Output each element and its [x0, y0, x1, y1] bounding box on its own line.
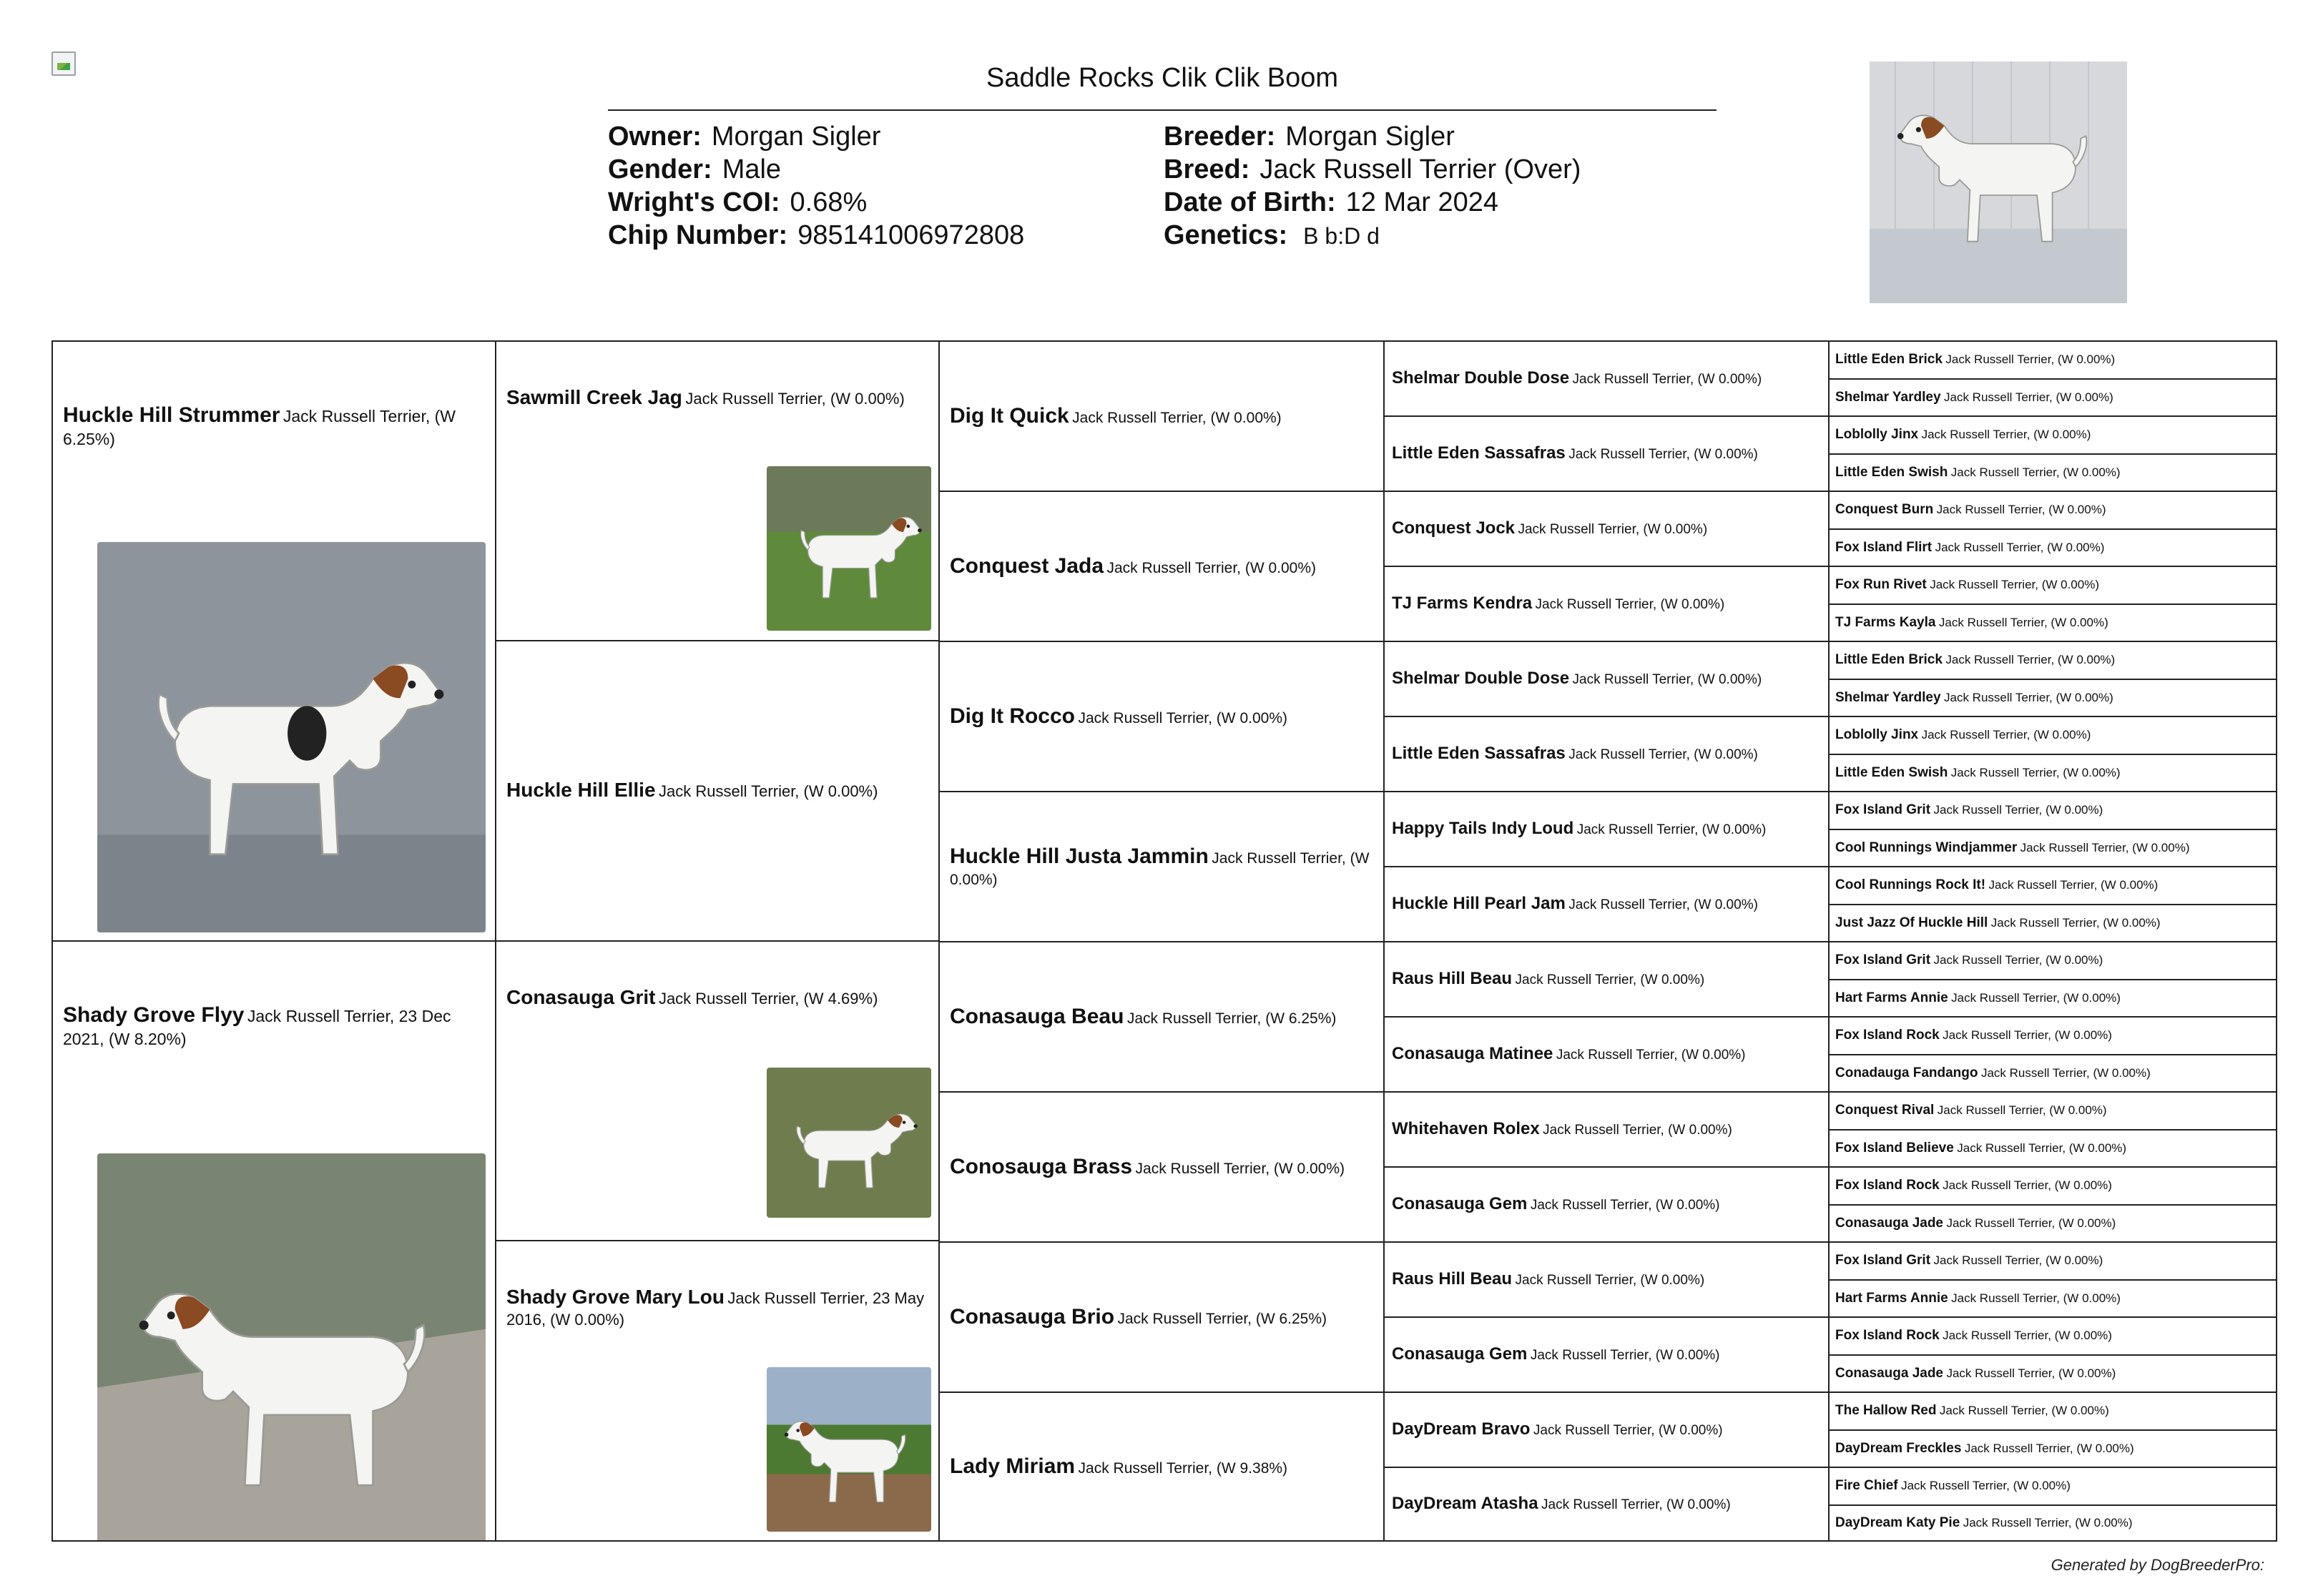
dog-name: Fox Island Believe [1835, 1140, 1954, 1156]
cell-text [1385, 1493, 1738, 1515]
dog-name: Conosauga Brass [950, 1154, 1133, 1178]
dog-name: Huckle Hill Justa Jammin [950, 844, 1209, 869]
cell-text [1830, 1290, 2126, 1307]
dog-name: Hart Farms Annie [1835, 990, 1948, 1005]
pedigree-cell[interactable] [1383, 415, 1830, 492]
pedigree-cell[interactable] [495, 640, 940, 942]
cell-text [1830, 1215, 2121, 1232]
dog-name: Conasauga Matinee [1392, 1044, 1553, 1064]
dog-name: Dig It Rocco [950, 704, 1076, 728]
cell-text [496, 942, 938, 1010]
pedigree-cell-sire[interactable] [51, 340, 496, 942]
pedigree-cell[interactable] [1828, 1279, 2277, 1319]
dog-desc: Jack Russell Terrier, (W 0.00%) [1963, 1515, 2133, 1530]
dog-photo-main [1870, 61, 2127, 303]
dog-desc: Jack Russell Terrier, (W 6.25%) [63, 407, 456, 449]
dog-name: Loblolly Jinx [1835, 427, 1919, 443]
dog-desc: Jack Russell Terrier, (W 0.00%) [1950, 465, 2121, 479]
dog-desc: Jack Russell Terrier, 23 May 2016, (W 0.00%) [506, 1289, 925, 1329]
dog-desc: Jack Russell Terrier, (W 0.00%) [1533, 1423, 1723, 1439]
cell-text [1830, 576, 2105, 593]
dog-name: Shady Grove Flyy [63, 1003, 245, 1027]
pedigree-cell[interactable] [1828, 1166, 2277, 1206]
dog-name: Shelmar Double Dose [1392, 669, 1570, 689]
breeder-value: Morgan Sigler [1285, 122, 1455, 152]
dog-desc: Jack Russell Terrier, (W 0.00%) [1106, 559, 1317, 576]
pedigree-cell[interactable] [1828, 453, 2277, 493]
dog-name: Whitehaven Rolex [1392, 1119, 1540, 1139]
pedigree-cell[interactable] [1828, 528, 2277, 568]
cell-text [1830, 539, 2110, 556]
pedigree-cell[interactable] [495, 1240, 940, 1542]
cell-text [1830, 351, 2121, 368]
dog-desc: Jack Russell Terrier, (W 0.00%) [1576, 822, 1767, 838]
dog-name: Huckle Hill Ellie [506, 779, 656, 801]
pedigree-cell[interactable] [938, 1241, 1385, 1393]
dog-name: Conasauga Jade [1835, 1215, 1943, 1231]
cell-text [496, 641, 938, 803]
dog-name: Conquest Jock [1392, 518, 1516, 538]
gender-label: Gender: [608, 154, 712, 184]
pedigree-cell[interactable] [1828, 1504, 2277, 1542]
dog-desc: Jack Russell Terrier, (W 0.00%) [1556, 1048, 1746, 1063]
pedigree-cell[interactable] [1383, 566, 1830, 642]
genetics-row [1164, 219, 1581, 252]
pedigree-cell[interactable] [1828, 791, 2277, 830]
dog-desc: Jack Russell Terrier, (W 0.00%) [1943, 390, 2113, 404]
genetics-label: Genetics: [1164, 220, 1288, 250]
pedigree-cell[interactable] [1828, 415, 2277, 455]
dog-desc: Jack Russell Terrier, (W 0.00%) [1535, 597, 1725, 613]
dog-desc: Jack Russell Terrier, (W 0.00%) [1518, 522, 1708, 538]
dog-name: Fox Island Flirt [1835, 539, 1933, 555]
cell-text [1830, 501, 2111, 518]
cell-text [1830, 426, 2096, 443]
info-right-column [1164, 120, 1581, 252]
breeder-label: Breeder: [1164, 122, 1276, 152]
cell-text [1385, 743, 1765, 765]
pedigree-cell-dam[interactable] [51, 940, 496, 1542]
cell-text [940, 843, 1383, 890]
pedigree-cell[interactable] [1828, 1241, 2277, 1281]
pedigree-cell[interactable] [938, 340, 1385, 492]
dog-name: Conadauga Fandango [1835, 1065, 1978, 1080]
pedigree-cell[interactable] [1828, 641, 2277, 680]
dog-name: Fox Island Rock [1835, 1028, 1940, 1043]
cell-text [1830, 1027, 2118, 1044]
dog-desc: Jack Russell Terrier, (W 0.00%) [1072, 409, 1282, 426]
dog-desc: Jack Russell Terrier, (W 6.25%) [1117, 1310, 1327, 1327]
dog-name: Dig It Quick [950, 403, 1069, 428]
dog-desc: Jack Russell Terrier, (W 0.00%) [1541, 1497, 1731, 1513]
dog-desc: Jack Russell Terrier, (W 0.00%) [1921, 428, 2091, 442]
dog-desc: Jack Russell Terrier, (W 0.00%) [1530, 1348, 1720, 1364]
dog-photo [767, 466, 931, 631]
dog-desc: Jack Russell Terrier, (W 6.25%) [1126, 1010, 1337, 1027]
dog-desc: Jack Russell Terrier, (W 0.00%) [1943, 1178, 2112, 1193]
cell-text [1385, 443, 1765, 465]
dog-desc: Jack Russell Terrier, (W 0.00%) [1988, 878, 2159, 892]
dob-value: 12 Mar 2024 [1345, 187, 1499, 217]
pedigree-cell[interactable] [1828, 716, 2277, 755]
cell-text [940, 1453, 1297, 1480]
pedigree-cell[interactable] [1828, 829, 2277, 868]
breed-value: Jack Russell Terrier (Over) [1259, 154, 1581, 184]
dog-name: TJ Farms Kayla [1835, 614, 1936, 630]
dog-name: Loblolly Jinx [1835, 727, 1919, 743]
pedigree-cell[interactable] [1828, 1429, 2277, 1469]
dog-desc: Jack Russell Terrier, (W 0.00%) [1939, 1404, 2109, 1418]
cell-text [1830, 1365, 2121, 1382]
pedigree-cell[interactable] [1828, 679, 2277, 718]
cell-text [1830, 990, 2126, 1007]
pedigree-cell[interactable] [1383, 1166, 1830, 1243]
pedigree-cell[interactable] [1828, 491, 2277, 530]
pedigree-cell[interactable] [1383, 641, 1830, 717]
dog-desc: Jack Russell Terrier, (W 0.00%) [1933, 953, 2103, 967]
dog-desc: Jack Russell Terrier, 23 Dec 2021, (W 8.20%) [63, 1007, 451, 1049]
dog-name: Shelmar Yardley [1835, 389, 1941, 405]
pedigree-cell[interactable] [1828, 1391, 2277, 1431]
dog-desc: Jack Russell Terrier, (W 9.38%) [1078, 1459, 1288, 1477]
info-left-column [608, 120, 1024, 252]
cell-text [940, 1304, 1337, 1331]
dog-desc: Jack Russell Terrier, (W 0.00%) [1964, 1441, 2134, 1455]
cell-text [1385, 1344, 1727, 1366]
dog-name: Cool Runnings Windjammer [1835, 839, 2018, 855]
cell-text [940, 1003, 1346, 1030]
dog-desc: Jack Russell Terrier, (W 0.00%) [1945, 653, 2116, 667]
pedigree-cell[interactable] [1828, 1016, 2277, 1055]
dog-name: Hart Farms Annie [1835, 1290, 1948, 1306]
pedigree-cell[interactable] [1828, 566, 2277, 605]
cell-text [1385, 518, 1714, 540]
dog-name: Fox Island Grit [1835, 802, 1931, 818]
breeder-row [1164, 120, 1581, 153]
dog-name: Sawmill Creek Jag [506, 386, 682, 408]
cell-text [1385, 593, 1732, 615]
genetics-value: B b:D d [1303, 223, 1380, 249]
cell-text [1830, 1327, 2118, 1344]
cell-text [1385, 1269, 1712, 1291]
dog-desc: Jack Russell Terrier, (W 0.00%) [685, 390, 905, 408]
breed-label: Breed: [1164, 154, 1250, 184]
cell-text [1830, 689, 2119, 706]
pedigree-cell[interactable] [938, 1391, 1385, 1542]
dog-desc: Jack Russell Terrier, (W 0.00%) [1946, 1216, 2116, 1230]
dog-name: Raus Hill Beau [1392, 1269, 1513, 1289]
pedigree-cell[interactable] [1828, 1129, 2277, 1168]
dog-name: Shelmar Yardley [1835, 689, 1941, 705]
pedigree-cell[interactable] [1383, 1316, 1830, 1393]
pedigree-cell[interactable] [1383, 1467, 1830, 1542]
dob-row [1164, 186, 1581, 219]
dog-name: Fox Island Grit [1835, 952, 1931, 968]
dog-desc: Jack Russell Terrier, (W 0.00%) [1943, 1329, 2112, 1343]
dog-name: DayDream Freckles [1835, 1440, 1962, 1456]
dog-desc: Jack Russell Terrier, (W 0.00%) [950, 850, 1370, 888]
dog-name: Conasauga Gem [1392, 1344, 1528, 1364]
cell-text [1830, 614, 2114, 631]
pedigree-cell[interactable] [1828, 378, 2277, 418]
dog-desc: Jack Russell Terrier, (W 0.00%) [1951, 1291, 2121, 1305]
pedigree-cell[interactable] [1828, 904, 2277, 943]
dog-name: DayDream Katy Pie [1835, 1514, 1960, 1530]
dog-name: Little Eden Swish [1835, 464, 1948, 480]
dog-name: Little Eden Brick [1835, 652, 1943, 668]
dog-desc: Jack Russell Terrier, (W 0.00%) [1572, 672, 1762, 688]
cell-text [1830, 1514, 2138, 1532]
dog-desc: Jack Russell Terrier, (W 0.00%) [1943, 690, 2113, 704]
broken-logo-image [51, 51, 76, 76]
dog-desc: Jack Russell Terrier, (W 0.00%) [1951, 990, 2121, 1005]
dog-name: Conasauga Brio [950, 1304, 1115, 1329]
dog-desc: Jack Russell Terrier, (W 0.00%) [1572, 372, 1762, 388]
coi-value: 0.68% [790, 187, 868, 217]
cell-text [940, 553, 1326, 580]
dog-desc: Jack Russell Terrier, (W 0.00%) [658, 782, 878, 800]
owner-value: Morgan Sigler [711, 122, 881, 152]
pedigree-cell[interactable] [1828, 1316, 2277, 1356]
dog-name: Fox Run Rivet [1835, 577, 1927, 593]
breed-row [1164, 153, 1581, 186]
cell-text [1830, 1252, 2108, 1269]
dog-name: The Hallow Red [1835, 1403, 1937, 1419]
dog-name: Raus Hill Beau [1392, 969, 1513, 989]
dog-desc: Jack Russell Terrier, (W 0.00%) [1568, 747, 1758, 763]
pedigree-cell[interactable] [1383, 1016, 1830, 1093]
pedigree-cell[interactable] [1828, 754, 2277, 793]
dog-photo-sire [97, 542, 486, 932]
pedigree-cell[interactable] [1383, 941, 1830, 1018]
cell-text [1830, 389, 2119, 406]
cell-text [940, 1153, 1355, 1181]
dog-desc: Jack Russell Terrier, (W 0.00%) [1543, 1123, 1732, 1138]
pedigree-cell[interactable] [1383, 340, 1830, 417]
cell-text [940, 403, 1292, 430]
cell-text [1385, 1419, 1730, 1441]
dog-name: Fire Chief [1835, 1478, 1898, 1494]
dog-name: Conquest Rival [1835, 1103, 1935, 1118]
cell-text [1385, 668, 1769, 690]
cell-text [1385, 893, 1765, 915]
footer-generated-by: Generated by DogBreederPro: [2051, 1556, 2264, 1574]
cell-text [1385, 818, 1773, 840]
pedigree-cell[interactable] [1828, 1091, 2277, 1130]
dog-desc: Jack Russell Terrier, (W 0.00%) [2020, 840, 2190, 854]
dog-desc: Jack Russell Terrier, (W 0.00%) [1901, 1479, 2071, 1493]
dog-name: Conasauga Gem [1392, 1194, 1528, 1214]
cell-text [53, 342, 495, 450]
dog-desc: Jack Russell Terrier, (W 0.00%) [1933, 1253, 2103, 1268]
dog-desc: Jack Russell Terrier, (W 0.00%) [1515, 972, 1705, 988]
dog-name: Little Eden Sassafras [1392, 744, 1566, 764]
dog-desc: Jack Russell Terrier, (W 0.00%) [1930, 578, 2099, 592]
dog-name: Little Eden Brick [1835, 352, 1943, 368]
cell-text [1830, 1477, 2076, 1494]
cell-text [53, 942, 495, 1050]
cell-text [1385, 1118, 1739, 1141]
title-divider [608, 109, 1717, 111]
pedigree-cell[interactable] [1828, 1467, 2277, 1506]
cell-text [496, 342, 938, 410]
pedigree-cell[interactable] [495, 340, 940, 641]
pedigree-cell[interactable] [1828, 1204, 2277, 1243]
dog-desc: Jack Russell Terrier, (W 0.00%) [1990, 915, 2161, 930]
cell-text [1830, 877, 2164, 894]
pedigree-cell[interactable] [495, 940, 940, 1241]
dog-desc: Jack Russell Terrier, (W 0.00%) [1078, 709, 1287, 726]
cell-text [940, 703, 1297, 730]
dog-desc: Jack Russell Terrier, (W 0.00%) [1568, 447, 1758, 463]
dog-desc: Jack Russell Terrier, (W 0.00%) [1933, 803, 2103, 817]
chip-label: Chip Number: [608, 220, 788, 250]
dog-name: DayDream Atasha [1392, 1494, 1538, 1514]
pedigree-cell[interactable] [1828, 604, 2277, 643]
dog-photo-dam [97, 1153, 486, 1542]
dog-desc: Jack Russell Terrier, (W 0.00%) [1515, 1273, 1705, 1289]
coi-label: Wright's COI: [608, 187, 780, 217]
dog-desc: Jack Russell Terrier, (W 0.00%) [1937, 1103, 2107, 1118]
dog-desc: Jack Russell Terrier, (W 0.00%) [1921, 728, 2091, 742]
cell-text [1385, 368, 1769, 390]
pedigree-cell[interactable] [1383, 716, 1830, 792]
dog-name: Fox Island Rock [1835, 1328, 1940, 1344]
dog-name: Conasauga Grit [506, 986, 656, 1008]
dog-name: Just Jazz Of Huckle Hill [1835, 915, 1988, 930]
gender-row [608, 153, 1024, 186]
pedigree-cell[interactable] [1383, 866, 1830, 942]
owner-row [608, 120, 1024, 153]
pedigree-cell[interactable] [1828, 340, 2277, 380]
pedigree-cell[interactable] [1383, 1091, 1830, 1168]
cell-text [1830, 1140, 2132, 1157]
dog-desc: Jack Russell Terrier, (W 0.00%) [1568, 897, 1758, 913]
dog-name: Conquest Jada [950, 553, 1104, 578]
pedigree-cell[interactable] [938, 491, 1385, 642]
pedigree-cell[interactable] [1383, 791, 1830, 867]
cell-text [1830, 915, 2166, 932]
dog-desc: Jack Russell Terrier, (W 0.00%) [1530, 1198, 1720, 1213]
dog-desc: Jack Russell Terrier, (W 0.00%) [1950, 765, 2121, 779]
pedigree-cell[interactable] [938, 941, 1385, 1093]
dog-name: Conquest Burn [1835, 502, 1934, 518]
dog-name: DayDream Bravo [1392, 1419, 1531, 1439]
dog-desc: Jack Russell Terrier, (W 0.00%) [1945, 353, 2116, 367]
cell-text [1385, 1043, 1753, 1065]
dog-name: Huckle Hill Strummer [63, 403, 280, 427]
dog-name: Conasauga Beau [950, 1004, 1124, 1028]
page-title: Saddle Rocks Clik Clik Boom [986, 63, 1339, 93]
cell-text [1830, 726, 2096, 744]
dog-desc: Jack Russell Terrier, (W 0.00%) [1980, 1065, 2151, 1080]
cell-text [1830, 1177, 2118, 1194]
dog-desc: Jack Russell Terrier, (W 0.00%) [1936, 503, 2106, 517]
dog-name: Fox Island Grit [1835, 1253, 1931, 1269]
dog-desc: Jack Russell Terrier, (W 0.00%) [1935, 540, 2105, 554]
pedigree-cell[interactable] [1828, 866, 2277, 905]
cell-text [1830, 1102, 2113, 1119]
dog-desc: Jack Russell Terrier, (W 0.00%) [1135, 1160, 1345, 1177]
dog-name: Shady Grove Mary Lou [506, 1286, 725, 1308]
pedigree-cell[interactable] [1383, 491, 1830, 567]
cell-text [1830, 1065, 2156, 1082]
cell-text [1830, 802, 2108, 819]
dog-desc: Jack Russell Terrier, (W 4.69%) [658, 990, 878, 1008]
cell-text [496, 1241, 938, 1330]
cell-text [1830, 651, 2121, 669]
dog-name: Little Eden Sassafras [1392, 443, 1566, 463]
dog-desc: Jack Russell Terrier, (W 0.00%) [1938, 615, 2108, 629]
cell-text [1830, 764, 2126, 782]
pedigree-cell[interactable] [1828, 979, 2277, 1018]
cell-text [1385, 968, 1712, 990]
pedigree-cell[interactable] [1828, 1354, 2277, 1394]
dog-desc: Jack Russell Terrier, (W 0.00%) [1946, 1366, 2116, 1380]
dog-name: Little Eden Swish [1835, 764, 1948, 780]
coi-row [608, 186, 1024, 219]
dog-name: Shelmar Double Dose [1392, 368, 1570, 388]
cell-text [1830, 1402, 2115, 1419]
dog-photo [767, 1367, 931, 1532]
pedigree-cell[interactable] [938, 1091, 1385, 1243]
pedigree-cell[interactable] [1828, 941, 2277, 980]
cell-text [1385, 1193, 1727, 1216]
cell-text [1830, 952, 2108, 969]
dog-desc: Jack Russell Terrier, (W 0.00%) [1957, 1141, 2127, 1155]
pedigree-cell[interactable] [1828, 1054, 2277, 1093]
dog-name: Fox Island Rock [1835, 1178, 1940, 1193]
pedigree-cell[interactable] [938, 641, 1385, 792]
owner-label: Owner: [608, 122, 702, 152]
pedigree-cell[interactable] [938, 791, 1385, 942]
cell-text [1830, 839, 2195, 857]
pedigree-cell[interactable] [1383, 1391, 1830, 1468]
dog-name: TJ Farms Kendra [1392, 593, 1533, 614]
dog-photo [767, 1068, 931, 1218]
pedigree-cell[interactable] [1383, 1241, 1830, 1318]
dog-desc: Jack Russell Terrier, (W 0.00%) [1943, 1028, 2112, 1043]
chip-value: 985141006972808 [797, 220, 1025, 250]
chip-row [608, 219, 1024, 252]
dog-name: Happy Tails Indy Loud [1392, 819, 1574, 839]
dog-name: Lady Miriam [950, 1454, 1076, 1478]
cell-text [1830, 1440, 2140, 1457]
cell-text [1830, 464, 2126, 481]
gender-value: Male [722, 154, 782, 184]
dob-label: Date of Birth: [1164, 187, 1336, 217]
pedigree-chart [51, 340, 2277, 1542]
dog-name: Conasauga Jade [1835, 1365, 1943, 1381]
dog-name: Huckle Hill Pearl Jam [1392, 894, 1566, 914]
dog-name: Cool Runnings Rock It! [1835, 877, 1986, 893]
